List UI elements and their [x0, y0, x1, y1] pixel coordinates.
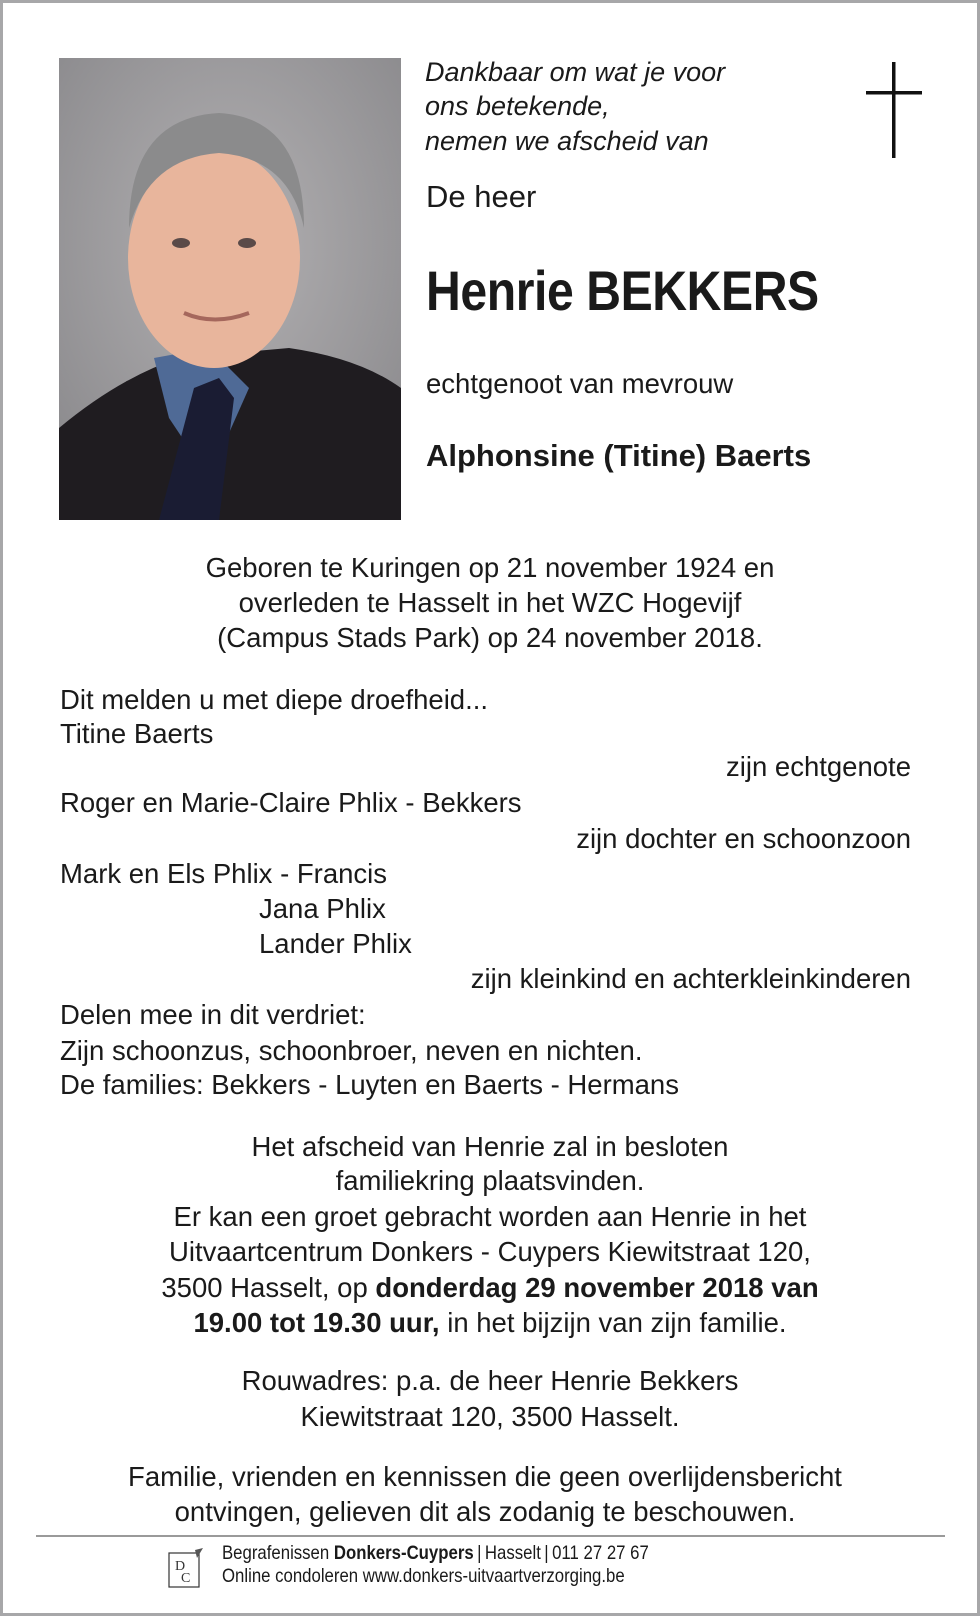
intro-line: nemen we afscheid van: [425, 126, 709, 156]
family-role: zijn dochter en schoonzoon: [576, 823, 911, 854]
portrait-photo: [59, 58, 401, 520]
birth-death-line: Geboren te Kuringen op 21 november 1924 en: [205, 552, 775, 583]
footer-prefix: Begrafenissen: [222, 1542, 334, 1564]
farewell-line: Uitvaartcentrum Donkers - Cuypers Kiewitstraat 120,: [169, 1236, 811, 1267]
separator: |: [544, 1542, 549, 1564]
birth-death-line: overleden te Hasselt in het WZC Hogevijf: [238, 587, 742, 618]
address-line: Kiewitstraat 120, 3500 Hasselt.: [300, 1401, 680, 1432]
footer-online-condolence: Online condoleren www.donkers-uitvaartverzorging.be: [222, 1565, 625, 1587]
farewell-line: familiekring plaatsvinden.: [335, 1165, 645, 1196]
family-member: Lander Phlix: [259, 928, 412, 959]
spouse-name: Alphonsine (Titine) Baerts: [426, 438, 812, 473]
footer-phone: 011 27 27 67: [552, 1542, 649, 1564]
separator: |: [477, 1542, 482, 1564]
farewell-line: [0, 1306, 980, 1340]
families-line: De families: Bekkers - Luyten en Baerts - Hermans: [60, 1069, 679, 1100]
footer-company: Donkers-Cuypers: [333, 1542, 474, 1564]
family-role: zijn kleinkind en achterkleinkinderen: [470, 963, 911, 994]
closing-line: Familie, vrienden en kennissen die geen overlijdensbericht: [128, 1461, 842, 1492]
intro-line: ons betekende,: [425, 91, 610, 121]
inlaws-line: Zijn schoonzus, schoonbroer, neven en nichten.: [60, 1035, 643, 1066]
family-member: Jana Phlix: [259, 893, 386, 924]
farewell-line: Er kan een groet gebracht worden aan Henrie in het: [173, 1201, 807, 1232]
closing-line: ontvingen, gelieven dit als zodanig te beschouwen.: [174, 1496, 796, 1527]
family-member: Titine Baerts: [60, 718, 214, 749]
cross-icon: [866, 62, 922, 158]
footer-line-1: [222, 1542, 649, 1565]
footer-city: Hasselt: [484, 1542, 541, 1564]
farewell-date: donderdag 29 november 2018 van: [375, 1272, 819, 1303]
farewell-line: Het afscheid van Henrie zal in besloten: [251, 1131, 729, 1162]
birth-death-line: (Campus Stads Park) op 24 november 2018.: [217, 622, 763, 653]
deceased-name: Henrie BEKKERS: [426, 259, 819, 322]
intro-line: Dankbaar om wat je voor: [425, 57, 726, 87]
svg-text:C: C: [181, 1571, 191, 1586]
family-role: zijn echtgenote: [726, 751, 911, 782]
funeral-home-logo: [167, 1548, 205, 1590]
svg-text:D: D: [175, 1559, 186, 1574]
divider: [36, 1535, 945, 1537]
announce-line: Dit melden u met diepe droefheid...: [60, 684, 489, 715]
farewell-text: in het bijzijn van zijn familie.: [439, 1307, 787, 1338]
family-member: Mark en Els Phlix - Francis: [60, 858, 388, 889]
farewell-line: [0, 1271, 980, 1305]
family-member: Roger en Marie-Claire Phlix - Bekkers: [60, 787, 522, 818]
title-prefix: De heer: [426, 179, 537, 214]
farewell-text: 3500 Hasselt, op: [161, 1272, 376, 1303]
address-line: Rouwadres: p.a. de heer Henrie Bekkers: [241, 1365, 739, 1396]
share-line: Delen mee in dit verdriet:: [60, 999, 366, 1030]
farewell-time: 19.00 tot 19.30 uur,: [193, 1307, 440, 1338]
spouse-intro: echtgenoot van mevrouw: [426, 368, 734, 399]
